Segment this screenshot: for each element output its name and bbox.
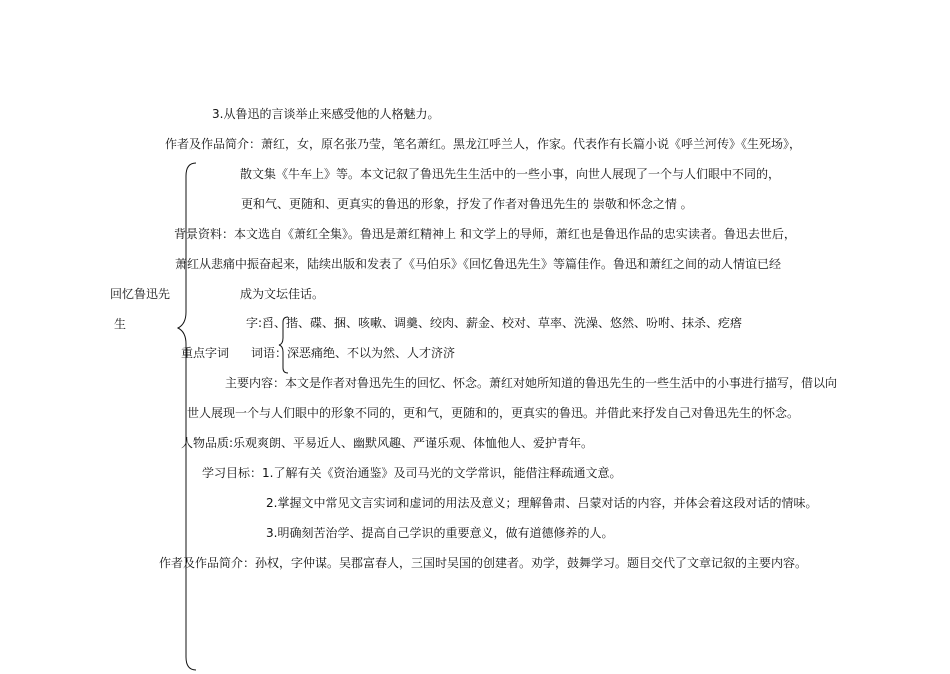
text-line-background: 背景资料：本文选自《萧红全集》。鲁迅是萧红精神上 和文学上的导师，萧红也是鲁迅作品的忠实读者。鲁迅去世后， <box>174 227 796 241</box>
text-line-author-intro: 作者及作品简介：萧红，女，原名张乃莹，笔名萧红。黑龙江呼兰人，作家。代表作有长篇小说《呼兰河传》《生死场》， <box>165 137 802 151</box>
key-words-label: 重点字词 <box>181 346 230 360</box>
text-line-author-intro-2: 作者及作品简介：孙权，字仲谋。吴郡富春人，三国时吴国的创建者。劝学，鼓舞学习。题目交代了文章记叙的主要内容。 <box>159 556 808 570</box>
text-line-learning-goal-3: 3.明确刻苦治学、提高自己学识的重要意义，做有道德修养的人。 <box>266 526 614 540</box>
text-line-author-intro-cont-1: 散文集《牛车上》等。本文记叙了鲁迅先生生活中的一些小事，向世人展现了一个与人们眼中不同的， <box>240 167 781 181</box>
text-line-background-cont-2: 成为文坛佳话。 <box>240 287 325 301</box>
text-line-author-intro-cont-2: 更和气、更随和、更真实的鲁迅的形象，抒发了作者对鲁迅先生的 崇敬和怀念之情 。 <box>241 197 693 211</box>
text-line-background-cont-1: 萧红从悲痛中振奋起来，陆续出版和发表了《马伯乐》《回忆鲁迅先生》等篇佳作。鲁迅和萧红之间的动人情谊已经 <box>175 257 782 271</box>
text-line-characters: 字:舀、揩、碟、捆、咳嗽、调羹、绞肉、薪金、校对、草率、洗澡、悠然、吩咐、抹杀、疙瘩 <box>246 316 743 330</box>
text-line-phrases: 词语：深恶痛绝、不以为然、人才济济 <box>251 346 456 360</box>
text-line-aim-3: 3.从鲁迅的言谈举止来感受他的人格魅力。 <box>212 107 440 121</box>
text-line-main-content-cont: 世人展现一个与人们眼中的形象不同的，更和气，更随和的，更真实的鲁迅。并借此来抒发自己对鲁迅先生的怀念。 <box>187 406 800 420</box>
topic-label-part1: 回忆鲁迅先 <box>110 287 171 301</box>
text-line-main-content: 主要内容：本文是作者对鲁迅先生的回忆、怀念。萧红对她所知道的鲁迅先生的一些生活中的小事进行描写，借以向 <box>225 376 838 390</box>
text-line-learning-goal-2: 2.掌握文中常见文言实词和虚词的用法及意义；理解鲁肃、吕蒙对话的内容，并体会着这段对话的情味。 <box>266 496 818 510</box>
topic-label-part2: 生 <box>114 317 127 331</box>
text-line-learning-goal-1: 学习目标：1.了解有关《资治通鉴》及司马光的文学常识，能借注释疏通文意。 <box>202 466 622 480</box>
text-line-character-quality: 人物品质:乐观爽朗、平易近人、幽默风趣、严谨乐观、体恤他人、爱护青年。 <box>181 436 594 450</box>
